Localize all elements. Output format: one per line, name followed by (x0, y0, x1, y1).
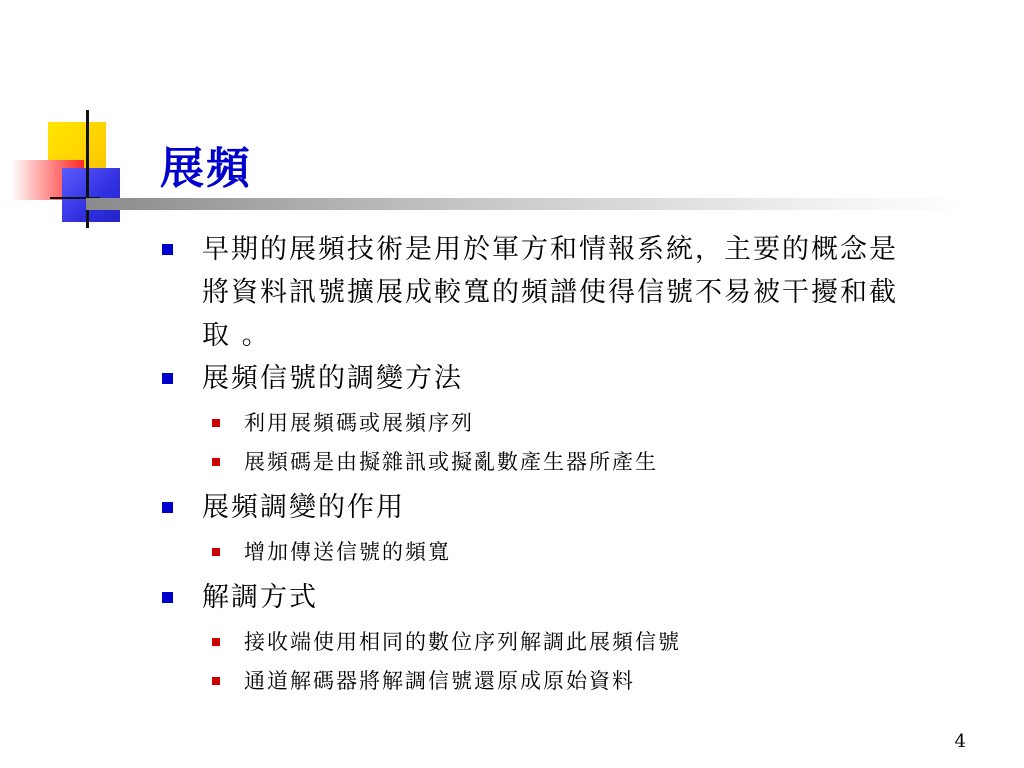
sub-bullet-list (202, 533, 900, 572)
bullet-list (160, 228, 900, 705)
title-underline (86, 198, 966, 210)
bullet-item (160, 357, 900, 482)
sub-bullet-item: 展頻碼是由擬雜訊或擬亂數產生器所產生 (202, 443, 900, 482)
slide-title: 展頻 (160, 143, 252, 194)
vertical-line-decoration (86, 110, 89, 228)
blue-square-decoration (62, 168, 120, 222)
sub-bullet-item: 增加傳送信號的頻寬 (202, 533, 900, 572)
sub-bullet-item: 接收端使用相同的數位序列解調此展頻信號 (202, 623, 900, 662)
sub-bullet-item: 通道解碼器將解調信號還原成原始資料 (202, 662, 900, 701)
bullet-text: 早期的展頻技術是用於軍方和情報系統，主要的概念是將資料訊號擴展成較寬的頻譜使得信號不易被干擾和截取 。 (202, 234, 898, 351)
bullet-text: 展頻信號的調變方法 (202, 363, 463, 394)
sub-bullet-item: 利用展頻碼或展頻序列 (202, 404, 900, 443)
bullet-item (160, 486, 900, 572)
bullet-item (160, 576, 900, 701)
bullet-item (160, 228, 900, 357)
page-number: 4 (954, 731, 966, 752)
bullet-text: 展頻調變的作用 (202, 492, 405, 523)
bullet-text: 解調方式 (202, 582, 318, 613)
sub-bullet-list (202, 404, 900, 482)
sub-bullet-list (202, 623, 900, 701)
